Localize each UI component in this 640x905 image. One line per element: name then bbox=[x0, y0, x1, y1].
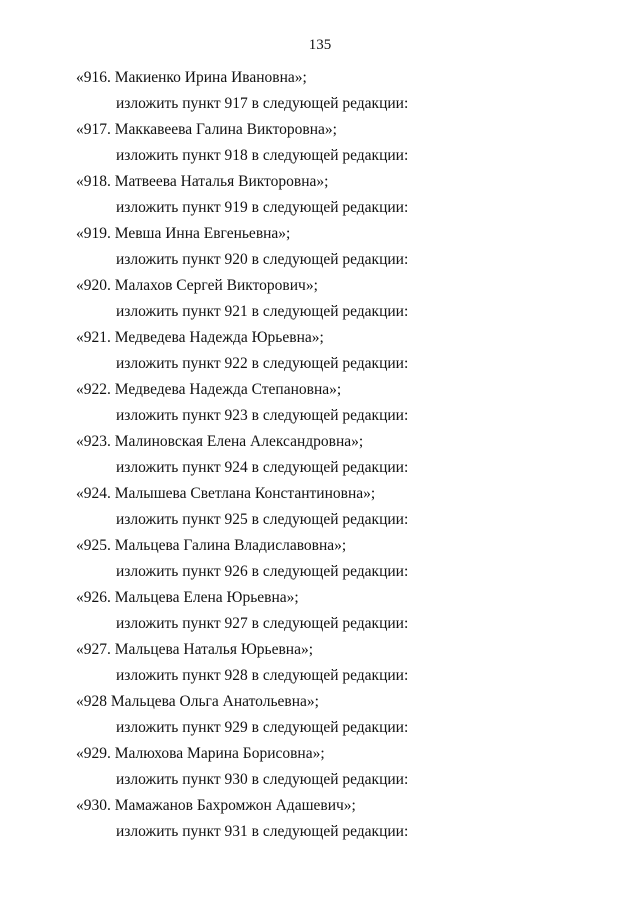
entry-instruction-line: изложить пункт 919 в следующей редакции: bbox=[116, 199, 409, 216]
entry-name-line: «923. Малиновская Елена Александровна»; bbox=[76, 433, 364, 450]
entry-name-line: «919. Мевша Инна Евгеньевна»; bbox=[76, 225, 291, 242]
entry-instruction-line: изложить пункт 925 в следующей редакции: bbox=[116, 511, 409, 528]
entry-instruction-line: изложить пункт 918 в следующей редакции: bbox=[116, 147, 409, 164]
page-number: 135 bbox=[308, 37, 332, 53]
entry-name-line: «920. Малахов Сергей Викторович»; bbox=[76, 277, 318, 294]
entry-name-line: «916. Макиенко Ирина Ивановна»; bbox=[76, 69, 307, 86]
entry-instruction-line: изложить пункт 923 в следующей редакции: bbox=[116, 407, 409, 424]
entry-instruction-line: изложить пункт 931 в следующей редакции: bbox=[116, 823, 409, 840]
entry-name-line: «918. Матвеева Наталья Викторовна»; bbox=[76, 173, 329, 190]
entry-name-line: «917. Маккавеева Галина Викторовна»; bbox=[76, 121, 337, 138]
entry-instruction-line: изложить пункт 928 в следующей редакции: bbox=[116, 667, 409, 684]
entry-name-line: «922. Медведева Надежда Степановна»; bbox=[76, 381, 342, 398]
entry-instruction-line: изложить пункт 930 в следующей редакции: bbox=[116, 771, 409, 788]
entry-instruction-line: изложить пункт 926 в следующей редакции: bbox=[116, 563, 409, 580]
entry-name-line: «924. Малышева Светлана Константиновна»; bbox=[76, 485, 376, 502]
entry-name-line: «928 Мальцева Ольга Анатольевна»; bbox=[76, 693, 319, 710]
entry-instruction-line: изложить пункт 922 в следующей редакции: bbox=[116, 355, 409, 372]
entry-name-line: «925. Мальцева Галина Владиславовна»; bbox=[76, 537, 347, 554]
entry-instruction-line: изложить пункт 917 в следующей редакции: bbox=[116, 95, 409, 112]
entry-instruction-line: изложить пункт 927 в следующей редакции: bbox=[116, 615, 409, 632]
entry-name-line: «921. Медведева Надежда Юрьевна»; bbox=[76, 329, 324, 346]
entry-instruction-line: изложить пункт 920 в следующей редакции: bbox=[116, 251, 409, 268]
entry-name-line: «927. Мальцева Наталья Юрьевна»; bbox=[76, 641, 314, 658]
entry-instruction-line: изложить пункт 924 в следующей редакции: bbox=[116, 459, 409, 476]
entry-instruction-line: изложить пункт 921 в следующей редакции: bbox=[116, 303, 409, 320]
entry-instruction-line: изложить пункт 929 в следующей редакции: bbox=[116, 719, 409, 736]
entry-name-line: «929. Малюхова Марина Борисовна»; bbox=[76, 745, 325, 762]
entry-name-line: «926. Мальцева Елена Юрьевна»; bbox=[76, 589, 299, 606]
entry-name-line: «930. Мамажанов Бахромжон Адашевич»; bbox=[76, 797, 356, 814]
